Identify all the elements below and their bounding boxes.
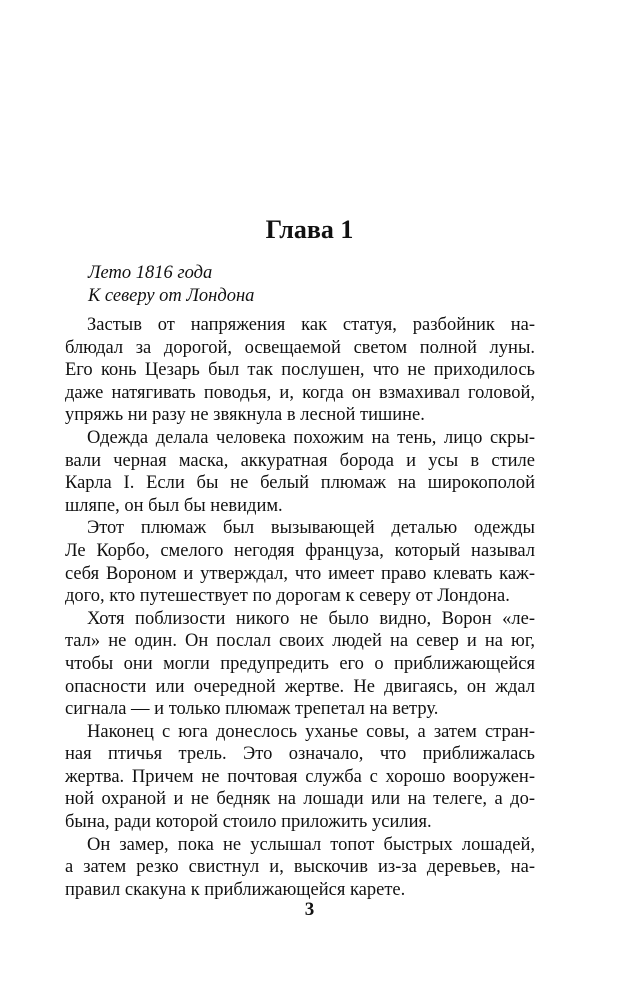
- text-line: себя Вороном и утверждал, что имеет право клевать каж-: [65, 563, 535, 584]
- text-line: Ле Корбо, смелого негодяя француза, который называл: [65, 540, 535, 561]
- paragraph: [65, 314, 535, 427]
- text-line: Застыв от напряжения как статуя, разбойник на-: [87, 315, 535, 335]
- paragraph: [65, 834, 535, 902]
- text-line: тал» не один. Он послал своих людей на север и на юг,: [65, 631, 535, 652]
- paragraph: [65, 608, 535, 721]
- text-line: упряжь ни разу не звякнула в лесной тишине.: [65, 405, 425, 426]
- text-line: Карла I. Если бы не белый плюмаж на широкополой: [65, 473, 535, 494]
- text-line: Он замер, пока не услышал топот быстрых лошадей,: [87, 834, 535, 855]
- text-line: блюдал за дорогой, освещаемой светом полной луны.: [65, 337, 535, 358]
- text-line: Этот плюмаж был вызывающей деталью одежды: [87, 518, 535, 539]
- text-line: вали черная маска, аккуратная борода и усы в стиле: [65, 450, 535, 471]
- text-line: Его конь Цезарь был так послушен, что не приходилось: [65, 360, 535, 381]
- body-text: [65, 314, 535, 901]
- text-line: шляпе, он был бы невидим.: [65, 495, 283, 516]
- text-line: даже натягивать поводья, и, когда он взмахивал головой,: [65, 382, 535, 403]
- epigraph: [88, 262, 528, 308]
- text-line: сигнала — и только плюмаж трепетал на ветру.: [65, 699, 439, 720]
- epigraph-place: К северу от Лондона: [88, 286, 255, 306]
- text-line: ная птичья трель. Это означало, что приближалась: [65, 744, 535, 765]
- text-line: чтобы они могли предупредить его о приближающейся: [65, 653, 535, 674]
- text-line: ной охраной и не бедняк на лошади или на телеге, а до-: [65, 789, 535, 810]
- text-line: а затем резко свистнул и, выскочив из-за деревьев, на-: [65, 857, 535, 878]
- text-line: правил скакуна к приближающейся карете.: [65, 879, 406, 900]
- paragraph: [65, 427, 535, 517]
- text-line: дого, кто путешествует по дорогам к северу от Лондона.: [65, 586, 510, 607]
- epigraph-date: Лето 1816 года: [88, 263, 213, 283]
- text-line: бына, ради которой стоило приложить усилия.: [65, 812, 432, 833]
- text-line: жертва. Причем не почтовая служба с хорошо вооружен-: [65, 766, 535, 787]
- text-line: опасности или очередной жертве. Не двигаясь, он ждал: [65, 676, 535, 697]
- page-number: 3: [304, 899, 315, 920]
- text-line: Хотя поблизости никого не было видно, Ворон «ле-: [87, 608, 535, 629]
- paragraph: [65, 517, 535, 607]
- text-line: Одежда делала человека похожим на тень, лицо скры-: [87, 427, 535, 448]
- paragraph: [65, 721, 535, 834]
- text-line: Наконец с юга донеслось уханье совы, а затем стран-: [87, 721, 535, 742]
- chapter-title: Глава 1: [265, 215, 354, 244]
